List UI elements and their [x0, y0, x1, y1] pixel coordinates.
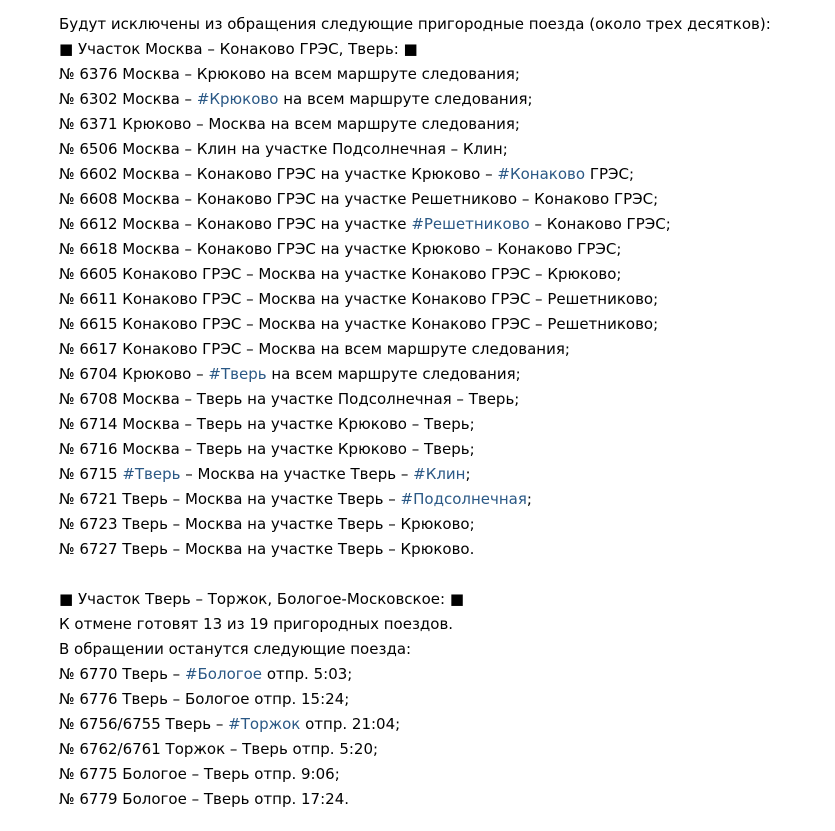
text-segment: № 6376 Москва – Крюково на всем маршруте следования;	[59, 65, 520, 83]
hashtag-link[interactable]: #Решетниково	[411, 215, 530, 233]
text-line	[59, 37, 829, 62]
text-segment: на всем маршруте следования;	[266, 365, 521, 383]
hashtag-link[interactable]: #Бологое	[184, 665, 263, 683]
text-line	[59, 62, 829, 87]
text-line	[59, 212, 829, 237]
text-segment: ■ Участок Москва – Конаково ГРЭС, Тверь: ■	[59, 40, 418, 58]
text-line	[59, 362, 829, 387]
text-line	[59, 612, 829, 637]
text-segment: № 6708 Москва – Тверь на участке Подсолнечная – Тверь;	[59, 390, 520, 408]
text-line	[59, 662, 829, 687]
text-segment: на всем маршруте следования;	[278, 90, 533, 108]
text-line	[59, 387, 829, 412]
text-line	[59, 262, 829, 287]
text-segment: № 6756/6755 Тверь –	[59, 715, 229, 733]
text-segment: № 6776 Тверь – Бологое отпр. 15:24;	[59, 690, 350, 708]
text-line	[59, 337, 829, 362]
text-line	[59, 787, 829, 812]
post-text	[59, 12, 829, 812]
text-line	[59, 637, 829, 662]
text-segment: № 6727 Тверь – Москва на участке Тверь – Крюково.	[59, 540, 475, 558]
text-line	[59, 737, 829, 762]
hashtag-link[interactable]: #Крюково	[196, 90, 279, 108]
text-segment: – Москва на участке Тверь –	[180, 465, 414, 483]
text-segment: Будут исключены из обращения следующие пригородные поезда (около трех десятков):	[59, 15, 771, 33]
text-line	[59, 462, 829, 487]
text-line	[59, 587, 829, 612]
text-line	[59, 137, 829, 162]
text-line	[59, 412, 829, 437]
text-segment: № 6617 Конаково ГРЭС – Москва на всем маршруте следования;	[59, 340, 570, 358]
text-line	[59, 87, 829, 112]
hashtag-link[interactable]: #Подсолнечная	[400, 490, 527, 508]
hashtag-link[interactable]: #Тверь	[208, 365, 267, 383]
text-segment: ГРЭС;	[585, 165, 635, 183]
text-segment: № 6715	[59, 465, 123, 483]
text-line	[59, 12, 829, 37]
text-line	[59, 487, 829, 512]
text-segment: № 6506 Москва – Клин на участке Подсолнечная – Клин;	[59, 140, 508, 158]
text-segment: № 6721 Тверь – Москва на участке Тверь –	[59, 490, 401, 508]
text-line	[59, 112, 829, 137]
text-segment: № 6612 Москва – Конаково ГРЭС на участке	[59, 215, 412, 233]
text-line	[59, 762, 829, 787]
text-line	[59, 187, 829, 212]
text-segment: № 6779 Бологое – Тверь отпр. 17:24.	[59, 790, 350, 808]
hashtag-link[interactable]: #Конаково	[497, 165, 586, 183]
text-segment: ■ Участок Тверь – Торжок, Бологое-Московское: ■	[59, 590, 464, 608]
text-segment: № 6371 Крюково – Москва на всем маршруте следования;	[59, 115, 520, 133]
text-segment: № 6302 Москва –	[59, 90, 197, 108]
text-segment: № 6608 Москва – Конаково ГРЭС на участке Решетниково – Конаково ГРЭС;	[59, 190, 659, 208]
paragraph-gap	[59, 562, 829, 587]
text-line	[59, 312, 829, 337]
text-line	[59, 162, 829, 187]
text-segment: № 6704 Крюково –	[59, 365, 209, 383]
text-segment: № 6618 Москва – Конаково ГРЭС на участке Крюково – Конаково ГРЭС;	[59, 240, 622, 258]
text-segment: № 6762/6761 Торжок – Тверь отпр. 5:20;	[59, 740, 379, 758]
text-line	[59, 687, 829, 712]
text-segment: – Конаково ГРЭС;	[529, 215, 671, 233]
text-segment: № 6605 Конаково ГРЭС – Москва на участке Конаково ГРЭС – Крюково;	[59, 265, 622, 283]
text-segment: № 6723 Тверь – Москва на участке Тверь – Крюково;	[59, 515, 475, 533]
text-segment: отпр. 5:03;	[262, 665, 353, 683]
hashtag-link[interactable]: #Тверь	[122, 465, 181, 483]
text-segment: ;	[526, 490, 532, 508]
text-line	[59, 712, 829, 737]
text-segment: № 6716 Москва – Тверь на участке Крюково – Тверь;	[59, 440, 475, 458]
text-segment: ;	[465, 465, 471, 483]
text-segment: № 6602 Москва – Конаково ГРЭС на участке Крюково –	[59, 165, 498, 183]
text-segment: отпр. 21:04;	[300, 715, 401, 733]
hashtag-link[interactable]: #Торжок	[228, 715, 301, 733]
text-segment: № 6770 Тверь –	[59, 665, 185, 683]
text-line	[59, 437, 829, 462]
text-line	[59, 237, 829, 262]
text-line	[59, 287, 829, 312]
text-segment: № 6714 Москва – Тверь на участке Крюково – Тверь;	[59, 415, 475, 433]
text-line	[59, 512, 829, 537]
hashtag-link[interactable]: #Клин	[413, 465, 466, 483]
text-line	[59, 537, 829, 562]
text-segment: К отмене готовят 13 из 19 пригородных поездов.	[59, 615, 454, 633]
text-segment: № 6775 Бологое – Тверь отпр. 9:06;	[59, 765, 340, 783]
text-segment: № 6615 Конаково ГРЭС – Москва на участке Конаково ГРЭС – Решетниково;	[59, 315, 659, 333]
text-segment: В обращении останутся следующие поезда:	[59, 640, 412, 658]
text-segment: № 6611 Конаково ГРЭС – Москва на участке Конаково ГРЭС – Решетниково;	[59, 290, 659, 308]
